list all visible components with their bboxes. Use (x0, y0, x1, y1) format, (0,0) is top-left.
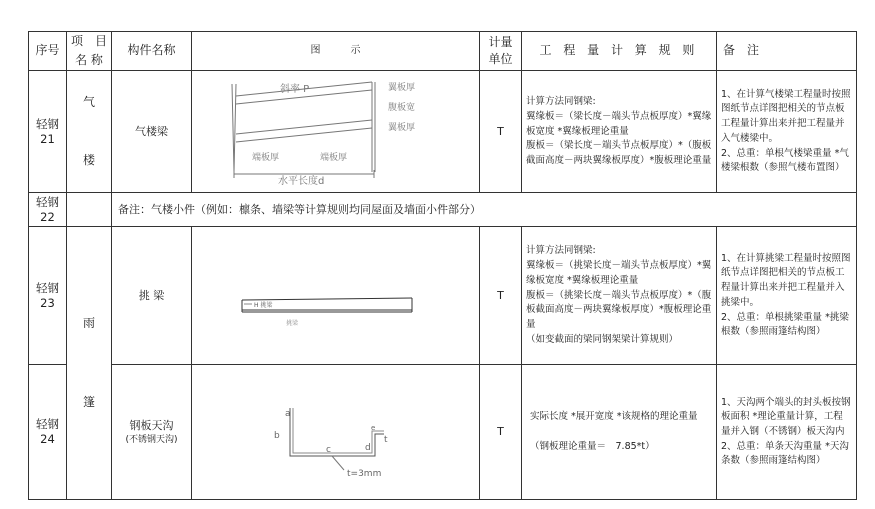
table-row (29, 193, 857, 227)
header-unit-text: 计量 单位 (488, 34, 513, 67)
diagram-label: b (274, 430, 280, 441)
diagram-label: t (384, 434, 388, 445)
header-diagram (192, 32, 480, 71)
gutter-diagram (192, 366, 479, 499)
diagram-label: 翼板厚 (388, 82, 416, 93)
diagram-cell (192, 71, 480, 193)
seq-text: 轻钢 22 (36, 194, 59, 224)
component-name-text: 钢板天沟 (129, 418, 174, 432)
remark-text: 1、在计算气楼梁工程量时按照图纸节点详图把相关的节点板工程量计算出来并把工程量并入气楼梁中。 2、总重：单根气楼梁重量 *气楼梁根数（参照气楼布置图） (721, 88, 851, 174)
rule-cell (522, 365, 717, 500)
row-seq (29, 193, 67, 227)
diagram-label: 斜率 P (280, 83, 310, 95)
group-yupeng (67, 227, 112, 500)
unit-cell: T (480, 365, 522, 500)
header-rule: 工 程 量 计 算 规 则 (522, 32, 717, 71)
diagram-label: 端板厚 (320, 152, 348, 163)
component-name: 气楼梁 (112, 71, 192, 193)
group-qilou-char-2: 楼 (82, 152, 95, 167)
diagram-label: t=3mm (347, 468, 382, 479)
rule-cell (522, 71, 717, 193)
remark-cell (717, 365, 857, 500)
component-subname: (不锈钢天沟) (125, 434, 178, 445)
rule-table (28, 31, 857, 500)
group-qilou (67, 71, 112, 193)
rule-text: 计算方法同钢梁: 翼缘板＝（梁长度－端头节点板厚度）*翼缘板宽度 *翼缘板理论重量 腹板＝（梁长度－端头节点板厚度）*（腹板截面高度－两块翼缘板厚度）*腹板理论重量 (526, 96, 712, 166)
qilou-beam-diagram (192, 72, 479, 192)
diagram-cell (192, 365, 480, 500)
rule-text: 实际长度 *展开宽度 *该规格的理论重量 （钢板理论重量＝ 7.85*t） (530, 411, 698, 452)
row-seq (29, 71, 67, 193)
diagram-label: c (326, 444, 331, 455)
unit-cell: T (480, 227, 522, 365)
group-yupeng-char-1: 雨 (82, 315, 95, 330)
diagram-label: H 挑梁 (254, 301, 273, 309)
seq-text: 轻钢 24 (36, 417, 59, 447)
diagram-label: d (365, 442, 371, 453)
row-seq (29, 227, 67, 365)
cantilever-beam-diagram (192, 228, 479, 364)
diagram-cell (192, 227, 480, 365)
table-row (29, 365, 857, 500)
remark-cell (717, 71, 857, 193)
diagram-label: 翼板厚 (388, 122, 416, 133)
rule-text: 计算方法同钢梁: 翼缘板＝（挑梁长度－端头节点板厚度）*翼缘板宽度 *翼缘板理论重量 腹板＝（挑梁长度－端头节点板厚度）*（腹板截面高度－两块翼缘板厚度）*腹板理论重量 （如变截面的梁同钢架梁计算规则） (526, 245, 712, 345)
header-seq: 序号 (29, 32, 67, 71)
row-seq (29, 365, 67, 500)
component-name (112, 365, 192, 500)
header-unit (480, 32, 522, 71)
remark-text: 1、天沟两个端头的封头板按钢板面积 *理论重量计算，工程量并入钢（不锈钢）板天沟内 2、总重：单条天沟重量 *天沟条数（参照雨篷结构图） (721, 396, 851, 467)
group-yupeng-char-2: 篷 (82, 395, 95, 410)
seq-text: 轻钢 23 (36, 280, 59, 310)
component-name: 挑 梁 (112, 227, 192, 365)
header-item-text: 项 目 名 称 (70, 34, 107, 68)
table-row (29, 227, 857, 365)
diagram-label: 腹板宽 (388, 102, 416, 113)
rule-cell (522, 227, 717, 365)
table-row (29, 71, 857, 193)
header-remark: 备 注 (717, 32, 857, 71)
diagram-label: a (285, 408, 291, 419)
diagram-label: e (371, 423, 376, 432)
diagram-label: 水平长度d (278, 175, 325, 187)
seq-text: 轻钢 21 (36, 116, 59, 146)
diagram-label: 端板厚 (252, 152, 280, 163)
header-diagram-text: 图 示 (310, 44, 361, 56)
diagram-label: 挑梁 (286, 319, 299, 327)
group-qilou-char-1: 气 (82, 95, 95, 110)
header-item (67, 32, 112, 71)
remark-text: 1、在计算挑梁工程量时按照图纸节点详图把相关的节点板工程量计算出来并把工程量并入挑梁中。 2、总重：单根挑梁重量 *挑梁根数（参照雨篷结构图） (721, 252, 851, 338)
header-row (29, 32, 857, 71)
empty-group-cell (67, 193, 112, 227)
remark-cell (717, 227, 857, 365)
merged-note: 备注：气楼小件（例如：檩条、墙梁等计算规则均同屋面及墙面小件部分） (112, 193, 857, 227)
unit-cell: T (480, 71, 522, 193)
header-component: 构件名称 (112, 32, 192, 71)
